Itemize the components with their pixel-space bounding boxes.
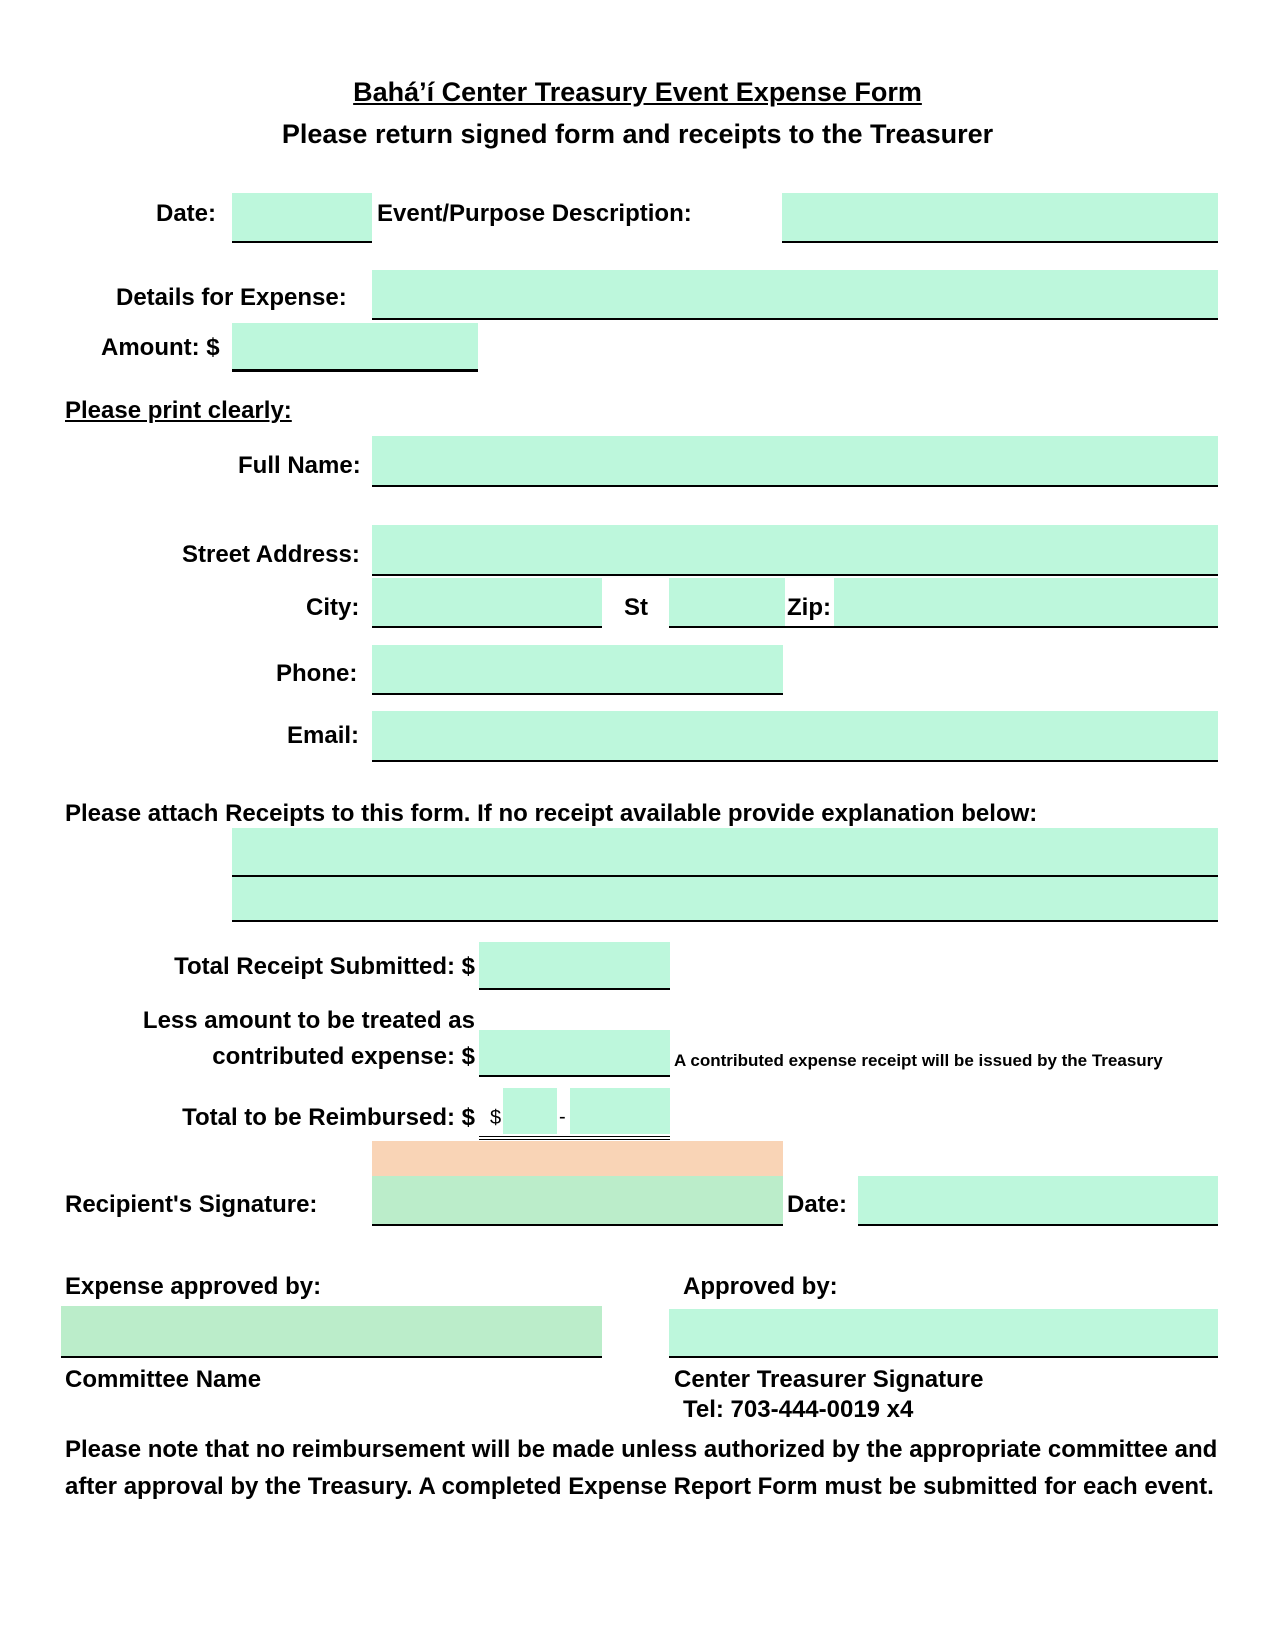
footer-note: Please note that no reimbursement will be made unless authorized by the appropriate committee and after approval by the Treasury. A completed Expense Report Form must be submitted for each event. — [65, 1436, 1218, 1500]
zip-label: Zip: — [787, 594, 831, 621]
total-reimbursed-label: Total to be Reimbursed: $ — [182, 1104, 475, 1131]
email-field[interactable] — [372, 711, 1218, 762]
amount-label: Amount: $ — [101, 334, 220, 361]
total-receipt-label: Total Receipt Submitted: $ — [174, 953, 475, 980]
treasurer-phone: Tel: 703-444-0019 x4 — [683, 1396, 914, 1423]
date-field[interactable] — [232, 193, 372, 243]
explanation-line-1[interactable] — [232, 828, 1218, 877]
reimbursed-cell-b — [570, 1088, 670, 1134]
phone-label: Phone: — [276, 660, 358, 687]
city-label: City: — [306, 594, 360, 621]
committee-name-field[interactable] — [61, 1306, 602, 1358]
contributed-expense-field[interactable] — [479, 1030, 670, 1077]
recipient-signature-field[interactable] — [372, 1176, 783, 1226]
email-label: Email: — [287, 722, 360, 749]
less-amount-label-line2: contributed expense: $ — [212, 1043, 475, 1070]
phone-field[interactable] — [372, 645, 783, 695]
signature-highlight — [372, 1141, 783, 1176]
explanation-line-2[interactable] — [232, 877, 1218, 922]
contributed-note: A contributed expense receipt will be issued by the Treasury — [674, 1051, 1163, 1070]
form-title: Bahá’í Center Treasury Event Expense Form — [353, 77, 922, 107]
details-label: Details for Expense: — [116, 284, 347, 311]
city-field[interactable] — [372, 578, 602, 628]
reimbursed-dollar-sign: $ — [490, 1107, 502, 1129]
street-field[interactable] — [372, 525, 1218, 576]
total-reimbursed-field[interactable] — [479, 1088, 670, 1140]
reimbursed-cell-a — [503, 1088, 557, 1134]
less-amount-label-line1: Less amount to be treated as — [142, 1007, 475, 1034]
receipts-instruction: Please attach Receipts to this form. If no receipt available provide explanation below: — [65, 800, 1038, 827]
date-label: Date: — [156, 200, 217, 227]
print-clearly-heading: Please print clearly: — [65, 397, 292, 424]
signature-date-label: Date: — [787, 1191, 848, 1218]
recipient-signature-label: Recipient's Signature: — [65, 1191, 318, 1218]
form-subtitle: Please return signed form and receipts to the Treasurer — [281, 119, 994, 149]
full-name-label: Full Name: — [238, 452, 361, 479]
city-row-underline — [669, 626, 1218, 628]
amount-field[interactable] — [232, 323, 478, 372]
street-label: Street Address: — [182, 541, 360, 568]
reimbursed-dash: - — [559, 1106, 566, 1128]
state-field[interactable] — [669, 578, 785, 628]
expense-approved-label: Expense approved by: — [65, 1273, 322, 1300]
zip-field[interactable] — [834, 578, 1218, 628]
signature-date-field[interactable] — [858, 1176, 1218, 1226]
state-label: St — [624, 594, 648, 621]
full-name-field[interactable] — [372, 436, 1218, 487]
committee-name-label: Committee Name — [65, 1366, 262, 1393]
treasurer-signature-field[interactable] — [669, 1309, 1218, 1358]
event-description-field[interactable] — [782, 193, 1218, 243]
details-field[interactable] — [372, 270, 1218, 320]
approved-by-label: Approved by: — [683, 1273, 838, 1300]
total-receipt-field[interactable] — [479, 942, 670, 990]
event-label: Event/Purpose Description: — [377, 200, 692, 227]
treasurer-signature-label: Center Treasurer Signature — [674, 1366, 984, 1393]
